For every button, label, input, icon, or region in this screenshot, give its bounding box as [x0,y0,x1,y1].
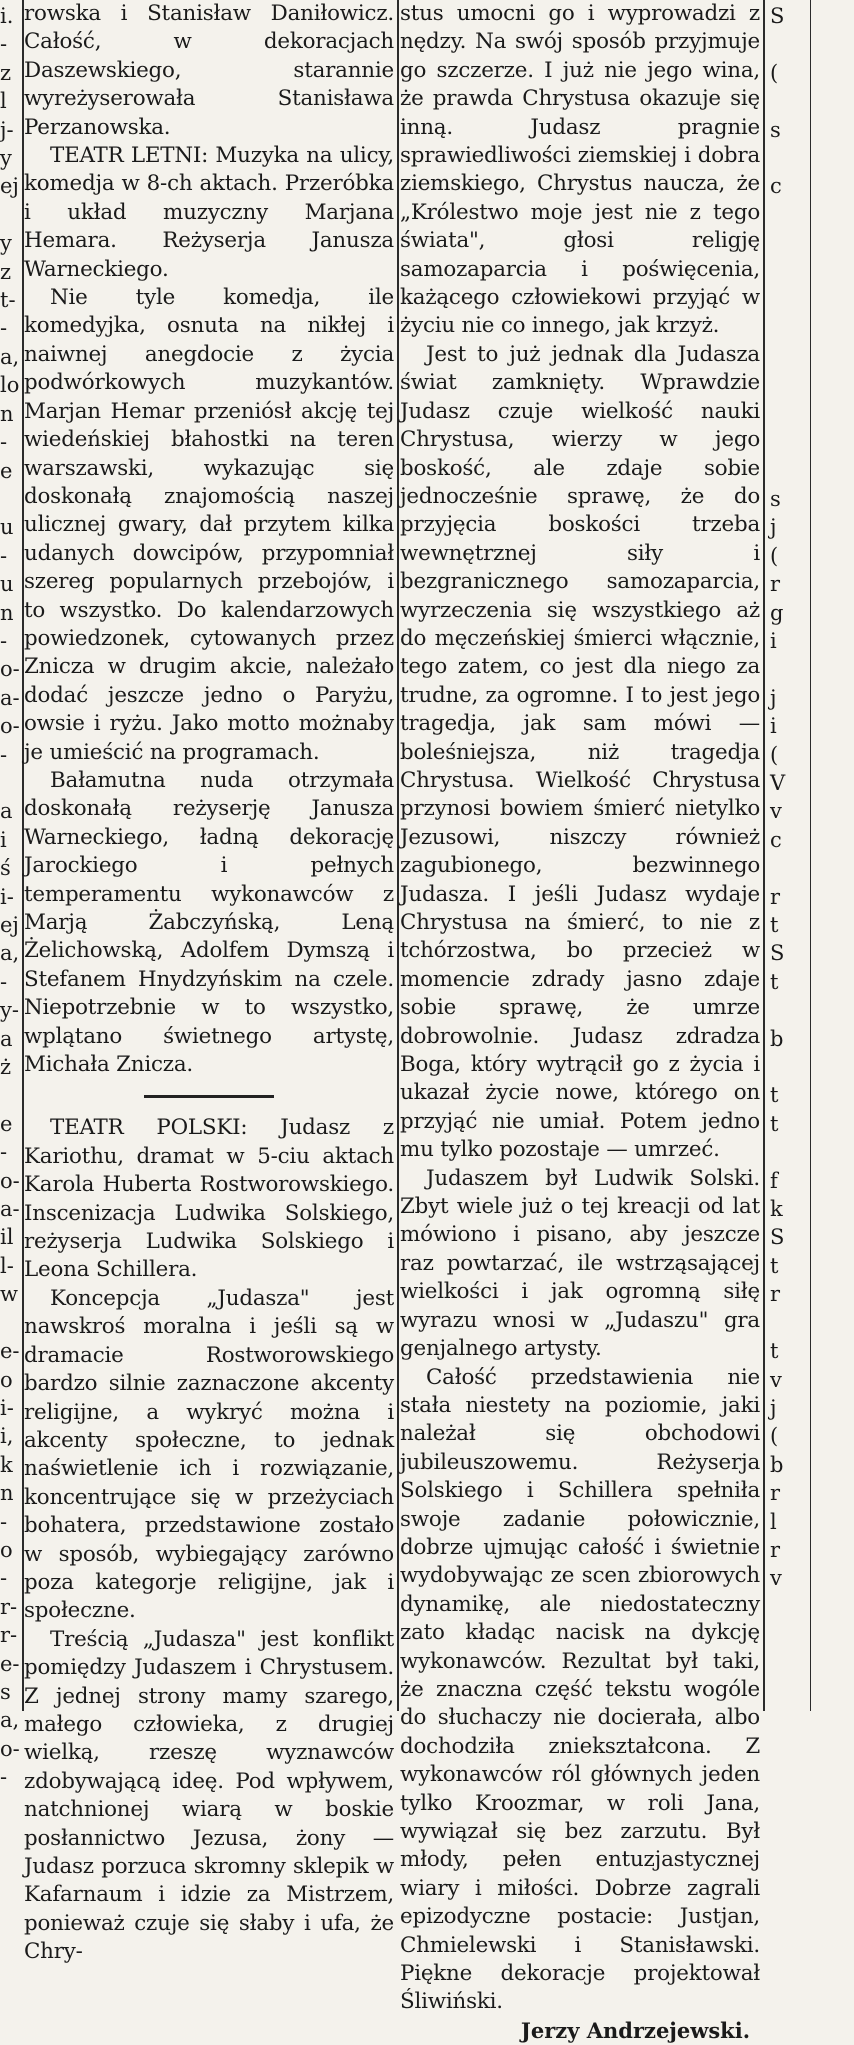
review-paragraph: Bałamutna nuda otrzymała doskonałą reżyserję Janusza Warneckiego, ładną dekorację Jarockiego i pełnych temperamentu wykonawców z Marją Żabczyńską, Leną Żelichowską, Adolfem Dymszą i Stefanem Hnydzyńskim na czele. Niepotrzebnie w to wszystko, wplątano świetnego artystę, Michała Znicza. [24,767,394,1078]
edge-fragment-line: g [770,600,784,625]
middle-column [400,0,760,2043]
edge-fragment-line: ż [0,1055,12,1080]
edge-fragment-line: n [0,401,14,426]
edge-fragment-line: t [770,1111,779,1136]
edge-fragment-line: i- [0,884,14,909]
edge-fragment-line: r- [0,1594,18,1619]
edge-fragment-line: i [770,628,777,653]
edge-fragment-line [770,854,854,882]
edge-fragment-line: - [0,1566,8,1591]
edge-fragment-line [0,485,22,513]
edge-fragment-line: l [770,1509,777,1534]
edge-fragment-line: z [0,60,12,85]
edge-fragment-line: l- [0,1253,14,1278]
edge-fragment-line: r [770,1481,781,1506]
edge-fragment-line [770,286,854,314]
edge-fragment-line [0,1309,22,1337]
edge-fragment-line: a, [0,1708,20,1733]
edge-fragment-line: r [770,1537,781,1562]
edge-fragment-line: n [0,1481,14,1506]
edge-fragment-line: t [770,913,779,937]
edge-fragment-line: - [0,430,8,455]
edge-fragment-line [770,343,854,371]
edge-fragment-line: ( [770,543,779,568]
edge-fragment-line: k [0,1452,13,1477]
edge-fragment-line: j [770,1395,777,1420]
edge-fragment-line: y [0,146,12,171]
edge-fragment-line: a- [0,1197,20,1222]
edge-fragment-line [0,1081,22,1109]
author-signature: Jerzy Andrzejewski. [520,2017,750,2043]
edge-fragment-line: i. [0,4,14,28]
edge-fragment-line [0,769,22,797]
edge-fragment-line: l [0,89,7,114]
edge-fragment-line: V [770,770,786,795]
edge-fragment-line: s [770,486,781,511]
review-paragraph: Koncepcja „Judasza" jest nawskroś moralna i jeśli są w dramacie Rostworowskiego bardzo silnie zaznaczone akcenty religijne, a wykryć można i akcenty społeczne, to jednak naświetlenie ich i rozwiązanie, koncentrujące się w przeżyciach bohatera, przedstawione zostało w sposób, wybiegający zarówno poza kategorje religijne, jak i społeczne. [24,1285,394,1624]
edge-fragment-line: e [0,1111,13,1136]
column-rule [810,0,811,1711]
edge-fragment-line: v [770,799,782,824]
edge-fragment-line: w [0,1282,18,1307]
edge-fragment-line: t [770,1083,779,1108]
edge-fragment-line [770,457,854,485]
edge-fragment-line [770,1138,854,1166]
left-edge-fragments [0,0,22,1790]
edge-fragment-line: lo [0,373,20,398]
edge-fragment-line: r [770,1282,781,1307]
edge-fragment-line [770,1309,854,1337]
edge-fragment-line: c [770,827,782,852]
review-paragraph: Całość przedstawienia nie stała niestety na poziomie, jaki należał się obchodowi jubileuszowemu. Reżyserja Solskiego i Schillera spełniła swoje zadanie połowicznie, dobrze ujmując całość i świetnie wydobywając ze scen zbiorowych dynamikę, ale niedostateczny zato kładąc nacisk na dykcję wykonawców. Rezultat był taki, że znaczna część tekstu wogóle do słuchaczy nie docierała, albo dochodziła zniekształcona. Z wykonawców ról głównych jeden tylko Kroozmar, w roli Jana, wywiązał się bez zarzutu. Był młody, pełen entuzjastycznej wiary i miłości. Dobrze zagrali epizodyczne postacie: Justjan, Chmielewski i Stanisławski. Piękne dekoracje projektował Śliwiński. [400,1364,760,2015]
left-column [24,0,394,1965]
edge-fragment-line: e [0,458,13,483]
review-paragraph: Nie tyle komedja, ile komedyjka, osnuta na nikłej i naiwnej anegdocie z życia podwórkowych muzykantów. Marjan Hemar przeniósł akcję tej wiedeńskiej błahostki na teren warszawski, wykazując się doskonałą znajomością naszej ulicznej gwary, dał przytem kilka udanych dowcipów, przypomniał szereg popularnych przebojów, i to wszystko. Do kalendarzowych powiedzonek, cytowanych przez Znicza w drugim akcie, należało dodać jeszcze jedno o Paryżu, owsie i ryżu. Jako motto możnaby je umieścić na programach. [24,285,394,765]
edge-fragment-line [770,400,854,428]
edge-fragment-line: a [0,799,13,824]
edge-fragment-line: z [0,259,12,284]
edge-fragment-line: n [0,600,14,625]
edge-fragment-line: c [770,174,782,199]
edge-fragment-line: u [0,572,14,597]
edge-fragment-line: r [770,572,781,597]
edge-fragment-line: o [0,1367,13,1392]
edge-fragment-line: a- [0,685,20,710]
column-rule [397,0,399,1711]
edge-fragment-line: y [0,231,12,256]
edge-fragment-line [770,996,854,1024]
edge-fragment-line: j [770,685,777,710]
edge-fragment-line: - [0,32,8,57]
edge-fragment-line: e- [0,1339,20,1364]
edge-fragment-line: e- [0,1651,20,1676]
edge-fragment-line: S [770,4,785,28]
edge-fragment-line: b [770,1452,784,1477]
edge-fragment-line: u [0,515,14,540]
edge-fragment-line: o- [0,714,20,739]
edge-fragment-line: i, [0,1424,14,1449]
edge-fragment-line: i- [0,1395,14,1420]
edge-fragment-line: - [0,543,8,568]
edge-fragment-line [770,1053,854,1081]
edge-fragment-line: ej [0,174,19,199]
edge-fragment-line: a, [0,344,20,369]
edge-fragment-line: - [0,1765,8,1790]
review-heading-teatr-letni: TEATR LETNI: Muzyka na ulicy, komedja w 8-ch aktach. Przeróbka i układ muzyczny Marjana Hemara. Reżyserja Janusza Warneckiego. [24,143,394,282]
edge-fragment-line: r [770,884,781,909]
edge-fragment-line: i [0,827,7,852]
edge-fragment-line [770,655,854,683]
edge-fragment-line: o- [0,1168,20,1193]
edge-fragment-line: il [0,1225,14,1250]
edge-fragment-line [770,144,854,172]
edge-fragment-line: o- [0,1736,20,1761]
edge-fragment-line: - [0,969,8,994]
edge-fragment-line: k [770,1197,783,1222]
edge-fragment-line [770,371,854,399]
edge-fragment-line: - [0,742,8,767]
edge-fragment-line: o- [0,657,20,682]
edge-fragment-line: a [0,1026,13,1051]
edge-fragment-line: ( [770,60,779,85]
edge-fragment-line: f [770,1168,778,1193]
edge-fragment-line: - [0,1140,8,1165]
edge-fragment-line: j [770,515,777,540]
edge-fragment-line: j- [0,117,14,142]
edge-fragment-line: s [0,1679,11,1704]
review-paragraph: Jest to już jednak dla Judasza świat zamknięty. Wprawdzie Judasz czuje wielkość nauki Chrystusa, wierzy w jego boskość, ale zdaje sobie jednocześnie sprawę, że do przyjęcia boskości trzeba wewnętrznej siły i bezgranicznego samozaparcia, wyrzeczenia się wszystkiego aż do męczeńskiej śmierci włącznie, tego zatem, co jest dla niego za trudne, za ogromne. I to jest jego tragedja, jak sam mówi — boleśniejsza, niż tragedja Chrystusa. Wielkość Chrystusa przynosi bowiem śmierć nietylko Jezusowi, niszczy również zagubionego, bezwinnego Judasza. I jeśli Judasz wydaje Chrystusa na śmierć, to nie z tchórzostwa, bo przecież w momencie zdrady jasno zdaje sobie sprawę, że umrze dobrowolnie. Judasz zdradza Boga, który wytrącił go z życia i ukazał życie nowe, którego on przyjąć nie umiał. Potem jedno mu tylko pozostaje — umrzeć. [400,341,760,1163]
edge-fragment-line: v [770,1367,782,1392]
edge-fragment-line [770,428,854,456]
edge-fragment-line: i [770,714,777,739]
edge-fragment-line: t [770,1253,779,1278]
edge-fragment-line: s [770,117,781,142]
edge-fragment-line: o [0,1537,13,1562]
review-paragraph: Treścią „Judasza" jest konflikt pomiędzy Judaszem i Chrystusem. Z jednej strony mamy szarego, małego człowieka, z drugiej wielką, rzeszę wyznawców zdobywającą ideę. Pod wpływem, natchnionej wiarą w boskie posłannictwo Jezusa, żony — Judasz porzuca skromny sklepik w Kafarnaum i idzie za Mistrzem, ponieważ czuje się słaby i ufa, że Chry- [24,1626,394,1965]
edge-fragment-line: ej [0,913,19,937]
edge-fragment-line: ( [770,1424,779,1449]
section-divider [144,1095,274,1098]
edge-fragment-line [770,30,854,58]
edge-fragment-line [770,201,854,229]
paragraph-cast-end: rowska i Stanisław Daniłowicz. Całość, w dekoracjach Daszewskiego, starannie wyreżyserowała Stanisława Perzanowska. [24,1,394,140]
edge-fragment-line: b [770,1026,784,1051]
edge-fragment-line: t- [0,288,16,313]
edge-fragment-line: ś [0,856,11,881]
edge-fragment-line: - [0,1509,8,1534]
edge-fragment-line: ( [770,742,779,767]
left-edge-text [0,0,22,1792]
edge-fragment-line: - [0,316,8,341]
edge-fragment-line [770,258,854,286]
review-heading-teatr-polski: TEATR POLSKI: Judasz z Kariothu, dramat w 5-ciu aktach Karola Huberta Rostworowskiego. Inscenizacja Ludwika Solskiego, reżyserja Ludwika Solskiego i Leona Schillera. [24,1115,394,1283]
edge-fragment-line: v [770,1566,782,1591]
edge-fragment-line: r- [0,1623,18,1648]
edge-fragment-line: S [770,1225,785,1250]
edge-fragment-line [770,87,854,115]
edge-fragment-line: t [770,1339,779,1364]
review-paragraph: Judaszem był Ludwik Solski. Zbyt wiele już o tej kreacji od lat mówiono i pisano, aby jeszcze raz powtarzać, ile wstrząsającej wielkości i jak ogromną siłę wyrazu wnosi w „Judaszu" gra genjalnego artysty. [400,1165,760,1362]
column-rule [763,0,765,1711]
edge-fragment-line [0,201,22,229]
edge-fragment-line: a, [0,941,20,966]
edge-fragment-line: y- [0,998,19,1023]
edge-fragment-line: - [0,628,8,653]
edge-fragment-line: t [770,969,779,994]
review-paragraph: stus umocni go i wyprowadzi z nędzy. Na swój sposób przyjmuje go szczerze. I już nie jego wina, że prawda Chrystusa okazuje się inną. Judasz pragnie sprawiedliwości ziemskiej i dobra ziemskiego, Chrystus naucza, że „Królestwo moje jest nie z tego świata", głosi religję samozaparcia i poświęcenia, każącego człowiekowi przyjąć w życiu nie co innego, jak krzyż. [400,1,760,339]
edge-fragment-line [770,229,854,257]
edge-fragment-line [770,314,854,342]
edge-fragment-line: S [770,941,785,966]
